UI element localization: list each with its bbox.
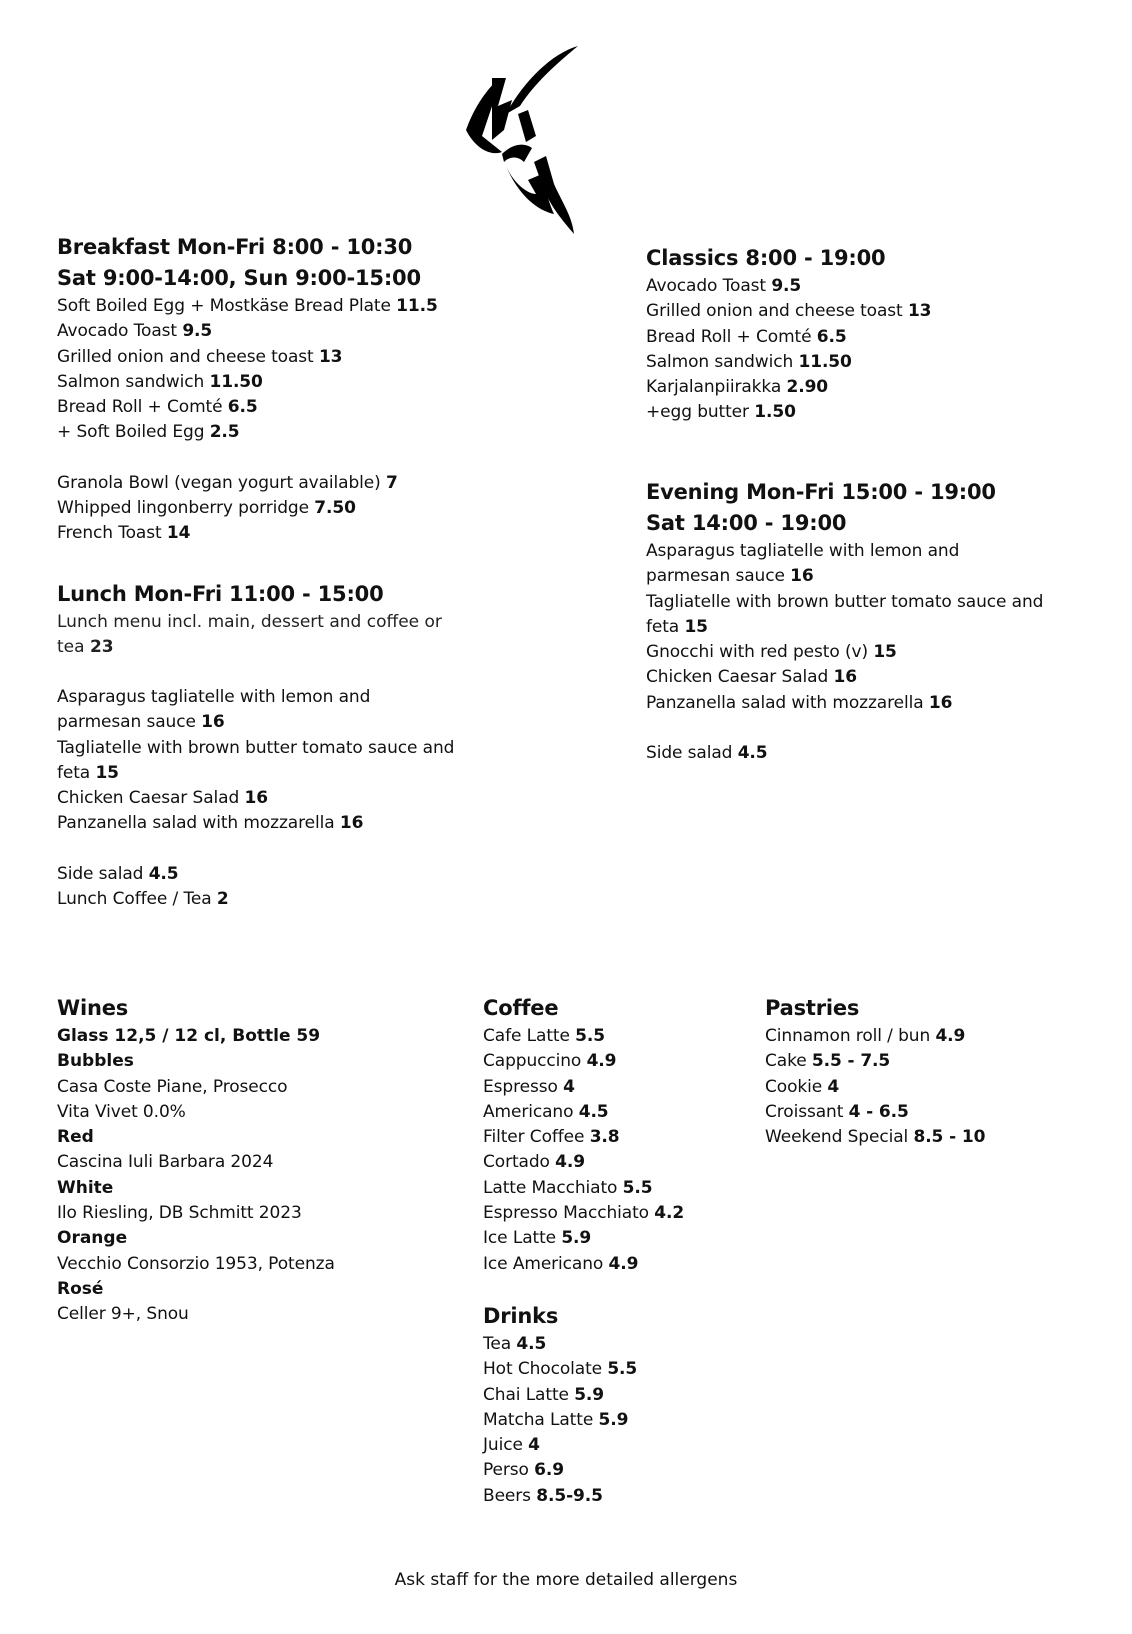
wine-group-label: Orange	[57, 1228, 128, 1249]
menu-item: Cake 5.5 - 7.5	[765, 1051, 891, 1072]
menu-item: Latte Macchiato 5.5	[483, 1177, 653, 1198]
wines-section	[57, 993, 457, 1328]
drinks-heading: Drinks	[483, 1304, 559, 1328]
menu-item: Chai Latte 5.9	[483, 1384, 605, 1405]
menu-item: +egg butter 1.50	[646, 402, 796, 423]
menu-item: Tea 4.5	[483, 1334, 547, 1354]
menu-item: Whipped lingonberry porridge 7.50	[57, 498, 356, 519]
menu-item: Panzanella salad with mozzarella 16	[646, 692, 953, 713]
wine-item: Casa Coste Piane, Prosecco	[57, 1076, 288, 1097]
menu-item: Avocado Toast 9.5	[57, 321, 213, 342]
menu-item: Salmon sandwich 11.50	[646, 351, 852, 372]
menu-item: Tagliatelle with brown butter tomato sauce and feta 15	[57, 737, 455, 783]
menu-item: Espresso Macchiato 4.2	[483, 1203, 685, 1224]
wine-group-label: Rosé	[57, 1278, 104, 1299]
wine-group-label: Bubbles	[57, 1051, 134, 1072]
menu-item: Avocado Toast 9.5	[646, 276, 802, 296]
allergen-footer-note: Ask staff for the more detailed allergens	[394, 1570, 738, 1590]
menu-item: Perso 6.9	[483, 1460, 564, 1481]
menu-item: Cookie 4	[765, 1076, 840, 1097]
menu-item: Espresso 4	[483, 1076, 575, 1097]
evening-heading: Evening Mon-Fri 15:00 - 19:00	[646, 480, 996, 504]
menu-item: Cinnamon roll / bun 4.9	[765, 1026, 966, 1046]
menu-item: Matcha Latte 5.9	[483, 1409, 629, 1430]
menu-item: Asparagus tagliatelle with lemon and parmesan sauce 16	[57, 687, 371, 733]
pastries-section	[765, 993, 1105, 1150]
wine-item: Cascina Iuli Barbara 2024	[57, 1152, 274, 1173]
breakfast-section	[57, 232, 577, 547]
menu-item: Cortado 4.9	[483, 1152, 585, 1173]
menu-item: Tagliatelle with brown butter tomato sauce and feta 15	[646, 591, 1044, 637]
menu-item: Side salad 4.5	[57, 863, 179, 884]
menu-item: Granola Bowl (vegan yogurt available) 7	[57, 472, 398, 493]
brand-logo-icon	[462, 44, 588, 236]
menu-item: Cappuccino 4.9	[483, 1051, 617, 1072]
lunch-heading: Lunch Mon-Fri 11:00 - 15:00	[57, 582, 384, 606]
wine-item: Vecchio Consorzio 1953, Potenza	[57, 1253, 335, 1274]
wine-group-label: White	[57, 1177, 114, 1198]
drinks-section	[483, 1301, 763, 1509]
lunch-menu-note: Lunch menu incl. main, dessert and coffee or tea 23	[57, 612, 442, 657]
coffee-section	[483, 993, 763, 1277]
menu-item: Filter Coffee 3.8	[483, 1127, 620, 1148]
menu-item: Juice 4	[483, 1435, 540, 1456]
evening-heading-weekend: Sat 14:00 - 19:00	[646, 511, 847, 535]
menu-item: Cafe Latte 5.5	[483, 1026, 605, 1046]
wines-pricing: Glass 12,5 / 12 cl, Bottle 59	[57, 1026, 321, 1046]
wine-item: Vita Vivet 0.0%	[57, 1101, 186, 1122]
menu-item: Lunch Coffee / Tea 2	[57, 889, 229, 910]
breakfast-heading-weekend: Sat 9:00-14:00, Sun 9:00-15:00	[57, 266, 421, 290]
lunch-section	[57, 579, 577, 912]
menu-item: Bread Roll + Comté 6.5	[57, 397, 258, 418]
menu-item: Chicken Caesar Salad 16	[646, 667, 857, 688]
wine-item: Celler 9+, Snou	[57, 1304, 189, 1325]
menu-item: Grilled onion and cheese toast 13	[646, 301, 932, 322]
menu-item: Croissant 4 - 6.5	[765, 1101, 909, 1122]
breakfast-heading: Breakfast Mon-Fri 8:00 - 10:30	[57, 235, 413, 259]
menu-item: Soft Boiled Egg + Mostkäse Bread Plate 11.5	[57, 296, 438, 316]
menu-item: Weekend Special 8.5 - 10	[765, 1127, 986, 1148]
menu-item: + Soft Boiled Egg 2.5	[57, 422, 240, 443]
classics-section	[646, 243, 1116, 426]
menu-item: French Toast 14	[57, 523, 191, 544]
menu-item: Grilled onion and cheese toast 13	[57, 346, 343, 367]
wine-item: Ilo Riesling, DB Schmitt 2023	[57, 1203, 302, 1224]
menu-item: Ice Latte 5.9	[483, 1228, 592, 1249]
menu-item: Panzanella salad with mozzarella 16	[57, 813, 364, 834]
menu-item: Chicken Caesar Salad 16	[57, 788, 268, 809]
menu-item: Americano 4.5	[483, 1101, 609, 1122]
menu-item: Side salad 4.5	[646, 743, 768, 764]
menu-item: Gnocchi with red pesto (v) 15	[646, 642, 897, 663]
coffee-heading: Coffee	[483, 996, 559, 1020]
menu-item: Hot Chocolate 5.5	[483, 1359, 638, 1380]
wines-heading: Wines	[57, 996, 129, 1020]
pastries-heading: Pastries	[765, 996, 860, 1020]
menu-item: Karjalanpiirakka 2.90	[646, 377, 829, 398]
menu-item: Asparagus tagliatelle with lemon and parmesan sauce 16	[646, 541, 960, 587]
menu-item: Ice Americano 4.9	[483, 1253, 639, 1274]
evening-section	[646, 477, 1116, 766]
menu-item: Bread Roll + Comté 6.5	[646, 326, 847, 347]
menu-item: Salmon sandwich 11.50	[57, 371, 263, 392]
menu-item: Beers 8.5-9.5	[483, 1485, 603, 1506]
classics-heading: Classics 8:00 - 19:00	[646, 246, 886, 270]
wine-group-label: Red	[57, 1127, 94, 1148]
